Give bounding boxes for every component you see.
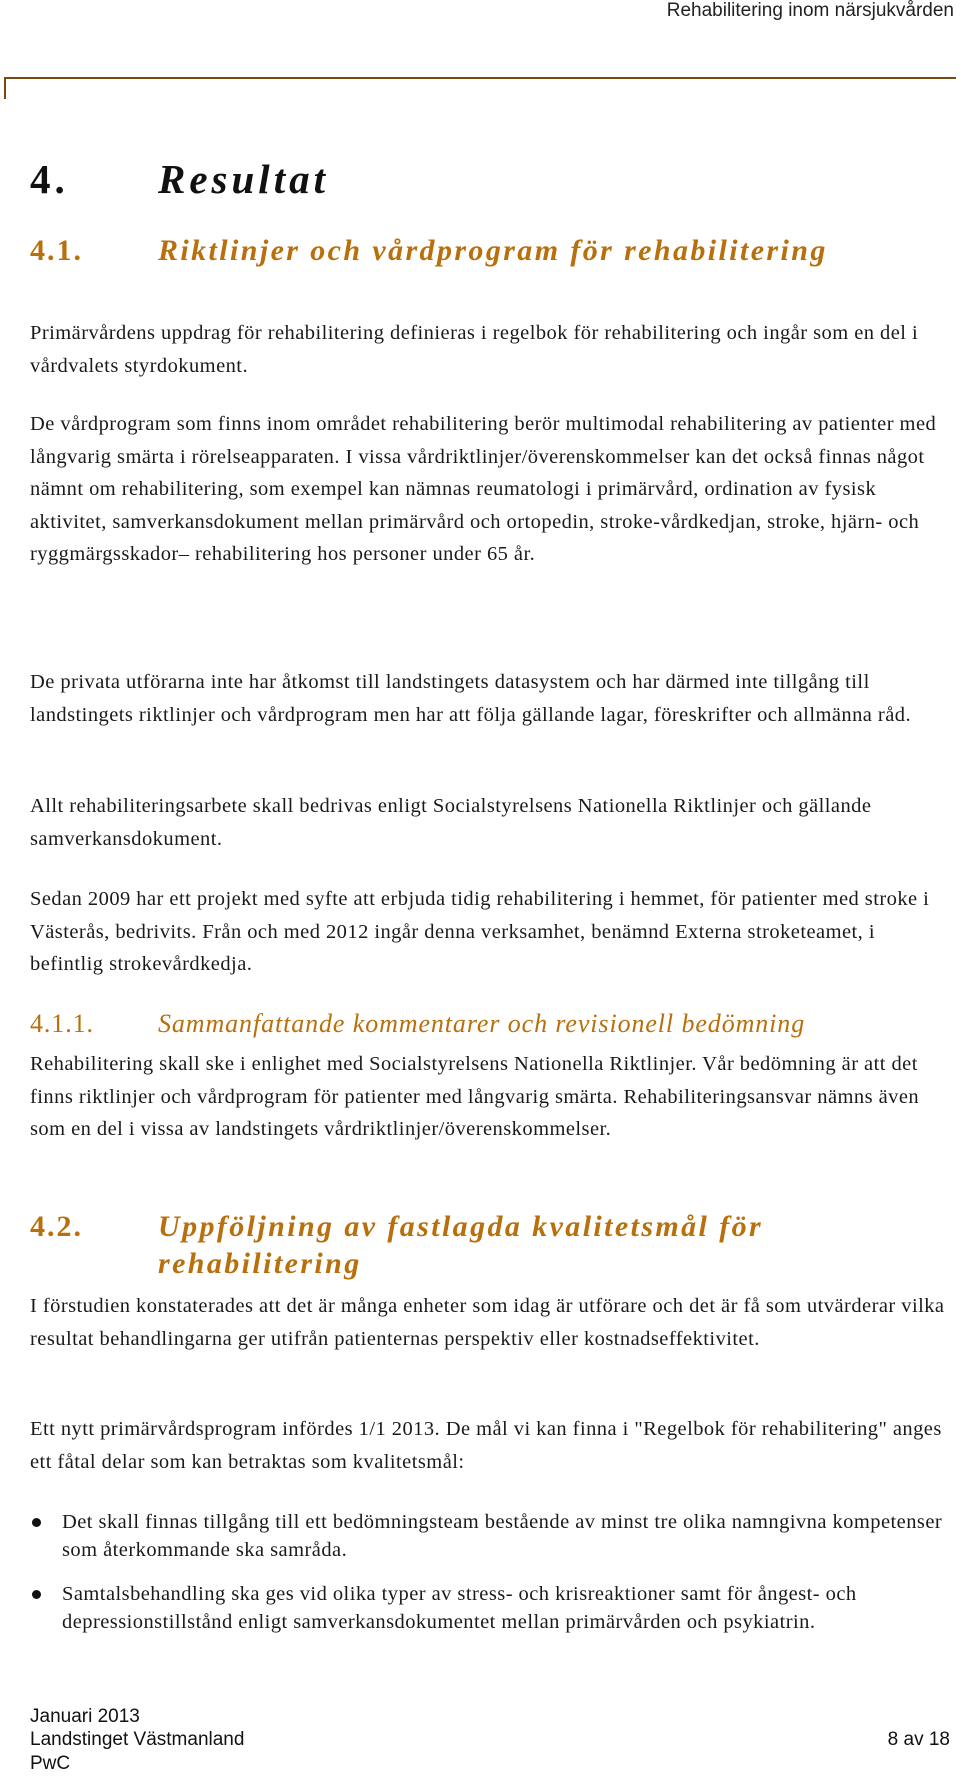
list-item-text: Samtalsbehandling ska ges vid olika typer av stress- och krisreaktioner samt för ångest- och depressionstillstånd enligt samverkansdokumentet mellan primärvården och psykiatrin. <box>62 1583 857 1633</box>
subsubsection-number: 4.1.1. <box>30 1009 94 1038</box>
bullet-icon <box>32 1518 41 1527</box>
footer-page-number: 8 av 18 <box>887 1729 950 1750</box>
paragraph: Sedan 2009 har ett projekt med syfte att erbjuda tidig rehabilitering i hemmet, för patienter med stroke i Västerås, bedrivits. Från och med 2012 ingår denna verksamhet, benämnd Externa stroketeamet, i befintlig strokevårdkedja. <box>30 888 930 975</box>
list-item-text: Det skall finnas tillgång till ett bedömningsteam bestående av minst tre olika namngivna kompetenser som återkommande ska samråda. <box>62 1511 943 1561</box>
paragraph: De vårdprogram som finns inom området rehabilitering berör multimodal rehabilitering av patienter med långvarig smärta i rörelseapparaten. I vissa vårdriktlinjer/överenskommelser kan det också finnas något nämnt om rehabilitering, som exempel kan nämnas reumatologi i primärvård, ordination av fysisk aktivitet, samverkansdokument mellan primärvård och ortopedin, stroke-vårdkedjan, stroke, hjärn- och ryggmärgsskador– rehabilitering hos personer under 65 år. <box>30 413 937 565</box>
paragraph: De privata utförarna inte har åtkomst till landstingets datasystem och har därmed inte tillgång till landstingets riktlinjer och vårdprogram men har att följa gällande lagar, föreskrifter och allmänna råd. <box>30 671 912 726</box>
bullet-icon <box>32 1590 41 1599</box>
section-heading <box>30 155 329 203</box>
header-rule-tick <box>4 77 6 99</box>
subsubsection-title: Sammanfattande kommentarer och revisionell bedömning <box>158 1009 806 1038</box>
subsection-heading-4-1 <box>30 232 948 269</box>
paragraph: I förstudien konstaterades att det är många enheter som idag är utförare och det är få som utvärderar vilka resultat behandlingarna ger utifrån patienternas perspektiv eller kostnadseffektivitet. <box>30 1295 945 1350</box>
footer-organization: Landstinget Västmanland <box>30 1729 245 1750</box>
subsection-title: Riktlinjer och vårdprogram för rehabilitering <box>158 234 828 267</box>
paragraph: Rehabilitering skall ske i enlighet med Socialstyrelsens Nationella Riktlinjer. Vår bedömning är att det finns riktlinjer och vårdprogram för patienter med långvarig smärta. Rehabiliteringsansvar nämns även som en del i vissa av landstingets vårdriktlinjer/överenskommelser. <box>30 1053 920 1140</box>
subsection-heading-4-2 <box>30 1208 948 1282</box>
running-header: Rehabilitering inom närsjukvården <box>666 0 954 21</box>
section-number: 4. <box>30 156 69 202</box>
subsubsection-heading-4-1-1 <box>30 1009 805 1039</box>
list-item <box>30 1508 950 1564</box>
paragraph: Ett nytt primärvårdsprogram infördes 1/1 2013. De mål vi kan finna i "Regelbok för rehabilitering" anges ett fåtal delar som kan betraktas som kvalitetsmål: <box>30 1418 942 1473</box>
footer-author: PwC <box>30 1753 71 1774</box>
footer-date: Januari 2013 <box>30 1706 140 1727</box>
list-item <box>30 1580 950 1636</box>
subsection-number: 4.2. <box>30 1210 83 1243</box>
section-title: Resultat <box>158 156 329 202</box>
subsection-title: Uppföljning av fastlagda kvalitetsmål för rehabilitering <box>158 1210 764 1280</box>
subsection-number: 4.1. <box>30 234 83 267</box>
paragraph: Primärvårdens uppdrag för rehabilitering definieras i regelbok för rehabilitering och ingår som en del i vårdvalets styrdokument. <box>30 322 919 377</box>
bullet-list <box>30 1508 950 1636</box>
header-rule <box>4 77 956 79</box>
paragraph: Allt rehabiliteringsarbete skall bedrivas enligt Socialstyrelsens Nationella Riktlinjer och gällande samverkansdokument. <box>30 795 872 850</box>
